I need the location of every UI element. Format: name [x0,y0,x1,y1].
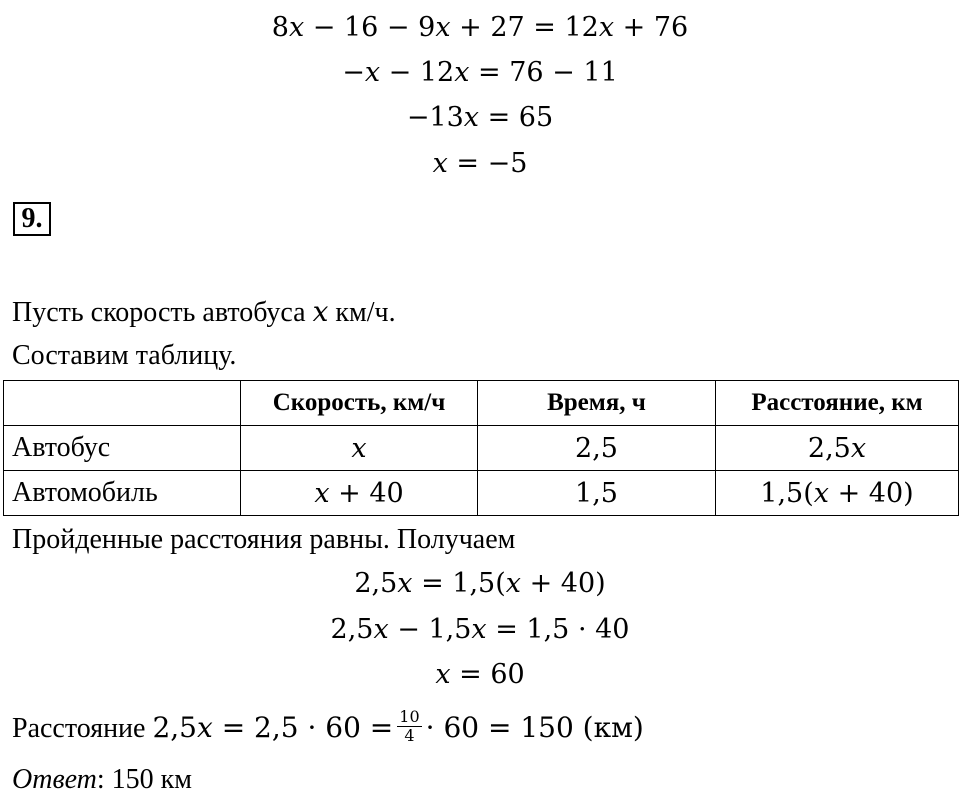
problem-number: 9. [13,202,51,236]
table-row [4,471,959,516]
equation-line-7: 𝑥 = 60 [435,659,525,690]
table-cell-distance: 2,5𝑥 [716,426,959,471]
table-cell-time: 2,5 [478,426,716,471]
table-cell-vehicle: Автомобиль [4,471,241,516]
table-cell-speed: 𝑥 + 40 [241,471,478,516]
table-header-row [4,381,959,426]
fraction-numerator: 10 [399,707,420,727]
answer-value: : 150 км [96,764,192,795]
equal-distances-text: Пройденные расстояния равны. Получаем [12,524,516,555]
table-cell-time: 1,5 [478,471,716,516]
equation-line-6: 2,5𝑥 − 1,5𝑥 = 1,5 · 40 [330,614,630,645]
equation-line-2: −𝑥 − 12𝑥 = 76 − 11 [342,57,618,88]
answer-label: Ответ [12,764,97,795]
table-cell-distance: 1,5(𝑥 + 40) [716,471,959,516]
distance-expr-start: 2,5𝑥 = 2,5 · 60 = [152,711,394,744]
table-row [4,426,959,471]
data-table [3,380,959,516]
distance-expr-end: · 60 = 150 (км) [425,711,644,744]
distance-line [12,707,644,749]
fraction-denominator: 4 [404,726,415,746]
distance-prefix: Расстояние [12,713,146,744]
table-header-speed: Скорость, км/ч [241,381,478,426]
table-header-time: Время, ч [478,381,716,426]
equation-line-3: −13𝑥 = 65 [406,102,554,133]
table-header-distance: Расстояние, км [716,381,959,426]
intro-table-line: Составим таблицу. [12,340,237,371]
table-cell-vehicle: Автобус [4,426,241,471]
equation-line-4: 𝑥 = −5 [432,148,528,179]
intro-unit: км/ч. [335,297,396,328]
table-cell-speed: 𝑥 [241,426,478,471]
equation-line-5: 2,5𝑥 = 1,5(𝑥 + 40) [354,568,606,599]
intro-speed-line [12,294,396,331]
fraction [397,708,421,745]
equation-line-1: 8𝑥 − 16 − 9𝑥 + 27 = 12𝑥 + 76 [271,12,689,43]
intro-variable: 𝑥 [312,295,329,328]
intro-text: Пусть скорость автобуса [12,297,306,328]
table-header-empty [4,381,241,426]
